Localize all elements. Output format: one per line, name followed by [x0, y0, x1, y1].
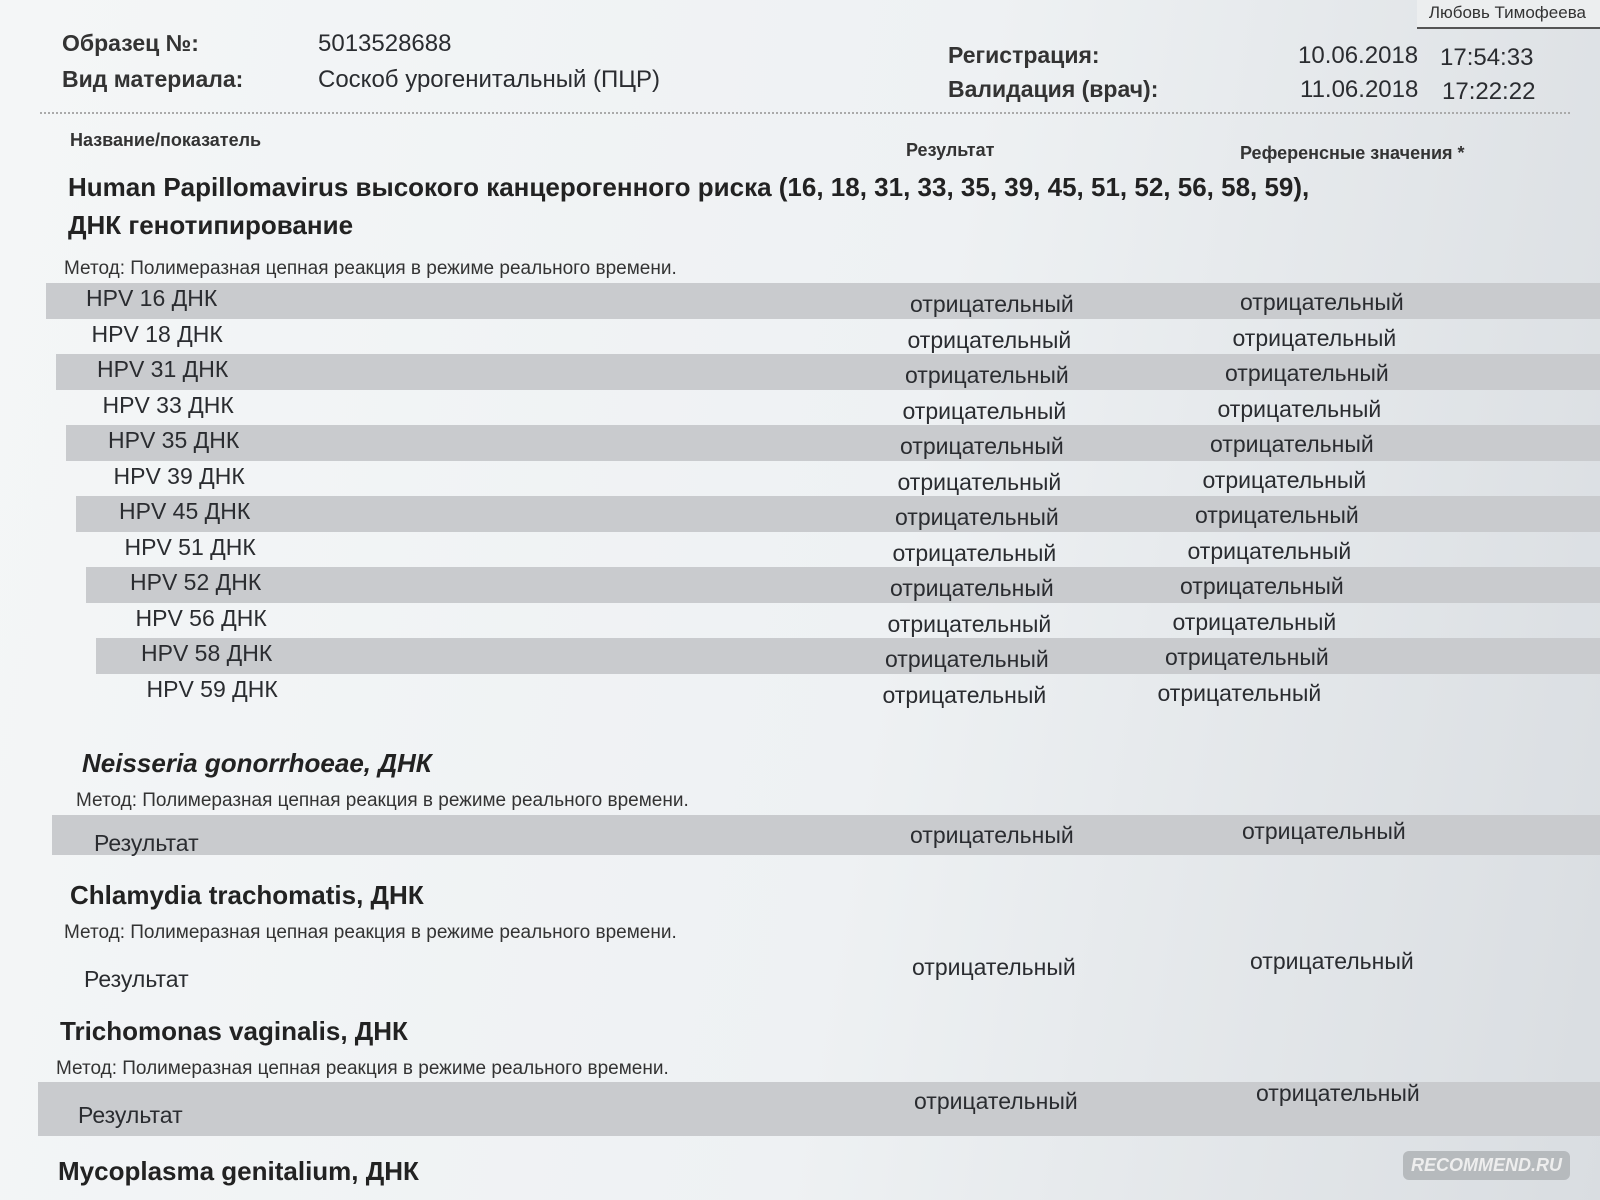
section-title-trichomonas: Trichomonas vaginalis, ДНК: [60, 1016, 408, 1046]
result-name-chlamydia: Результат: [84, 966, 189, 992]
hpv-row-name: HPV 35 ДНК: [108, 427, 240, 453]
material-label: Вид материала:: [62, 66, 244, 92]
hpv-row-result: отрицательный: [900, 433, 1064, 459]
hpv-row-result: отрицательный: [902, 397, 1067, 424]
hpv-row-name: HPV 51 ДНК: [124, 533, 256, 560]
method-trichomonas: Метод: Полимеразная цепная реакция в режиме реального времени.: [56, 1058, 669, 1079]
hpv-row-result: отрицательный: [895, 504, 1059, 530]
hpv-row-reference: отрицательный: [1172, 608, 1337, 635]
row-band: [86, 567, 1600, 603]
row-band: [76, 496, 1600, 532]
result-value-chlamydia: отрицательный: [912, 954, 1076, 980]
hpv-row-reference: отрицательный: [1157, 679, 1322, 706]
divider: [40, 112, 1570, 114]
hpv-row-reference: отрицательный: [1240, 289, 1404, 315]
hpv-row-result: отрицательный: [907, 326, 1072, 353]
hpv-row-name: HPV 45 ДНК: [119, 498, 251, 524]
validation-date: 11.06.2018: [1300, 76, 1419, 103]
hpv-row-result: отрицательный: [887, 610, 1052, 637]
hpv-row-result: отрицательный: [905, 362, 1069, 388]
reference-value-trichomonas: отрицательный: [1256, 1080, 1420, 1106]
hpv-row-reference: отрицательный: [1202, 466, 1367, 493]
row-band: [96, 638, 1600, 674]
method-chlamydia: Метод: Полимеразная цепная реакция в режиме реального времени.: [64, 922, 677, 943]
registration-label: Регистрация:: [948, 42, 1100, 68]
hpv-row-result: отрицательный: [910, 291, 1074, 317]
method-gonorrhoeae: Метод: Полимеразная цепная реакция в режиме реального времени.: [76, 790, 689, 811]
result-name-trichomonas: Результат: [78, 1102, 183, 1128]
method-hpv: Метод: Полимеразная цепная реакция в режиме реального времени.: [64, 258, 677, 279]
hpv-row-name: HPV 16 ДНК: [86, 285, 218, 311]
hpv-row-name: HPV 52 ДНК: [130, 569, 262, 595]
column-header-reference: Референсные значения *: [1240, 143, 1465, 163]
material-value: Соскоб урогенитальный (ПЦР): [318, 66, 661, 93]
section-title-chlamydia: Chlamydia trachomatis, ДНК: [70, 880, 424, 910]
hpv-row-name: HPV 18 ДНК: [91, 320, 223, 347]
sample-label: Образец №:: [62, 30, 199, 56]
hpv-row-reference: отрицательный: [1217, 395, 1382, 422]
reference-value-chlamydia: отрицательный: [1250, 948, 1414, 974]
column-header-name: Название/показатель: [70, 130, 262, 150]
section-subtitle-hpv: ДНК генотипирование: [68, 210, 354, 240]
validation-time: 17:22:22: [1442, 78, 1536, 105]
hpv-row-result: отрицательный: [885, 646, 1049, 672]
result-value-gonorrhoeae: отрицательный: [910, 822, 1074, 848]
hpv-row-name: HPV 56 ДНК: [135, 604, 267, 631]
hpv-row-reference: отрицательный: [1187, 537, 1352, 564]
registration-time: 17:54:33: [1440, 44, 1534, 71]
sample-value: 5013528688: [318, 30, 452, 57]
hpv-row-reference: отрицательный: [1225, 360, 1389, 386]
hpv-row-result: отрицательный: [882, 681, 1047, 708]
watermark-logo: RECOMMEND.RU: [1403, 1151, 1570, 1180]
section-title-gonorrhoeae: Neisseria gonorrhoeae, ДНК: [82, 748, 432, 778]
column-header-result: Результат: [906, 140, 995, 160]
section-title-hpv: Human Papillomavirus высокого канцерогенного риска (16, 18, 31, 33, 35, 39, 45, 51, 52, 56, 58, 59),: [68, 172, 1310, 202]
hpv-row-reference: отрицательный: [1232, 324, 1397, 351]
hpv-row-result: отрицательный: [892, 539, 1057, 566]
hpv-row-name: HPV 59 ДНК: [146, 675, 278, 702]
hpv-row-name: HPV 33 ДНК: [102, 391, 234, 418]
hpv-row-reference: отрицательный: [1180, 573, 1344, 599]
result-name-gonorrhoeae: Результат: [94, 830, 199, 856]
hpv-row-reference: отрицательный: [1210, 431, 1374, 457]
hpv-row-name: HPV 39 ДНК: [113, 462, 245, 489]
result-value-trichomonas: отрицательный: [914, 1088, 1078, 1114]
hpv-row-name: HPV 31 ДНК: [97, 356, 229, 382]
hpv-row-name: HPV 58 ДНК: [141, 640, 273, 666]
hpv-row-result: отрицательный: [890, 575, 1054, 601]
section-title-mycoplasma: Mycoplasma genitalium, ДНК: [58, 1156, 419, 1186]
hpv-row-reference: отрицательный: [1195, 502, 1359, 528]
hpv-row-result: отрицательный: [897, 468, 1062, 495]
user-name: Любовь Тимофеева: [1417, 0, 1600, 29]
reference-value-gonorrhoeae: отрицательный: [1242, 818, 1406, 844]
registration-date: 10.06.2018: [1298, 42, 1419, 69]
validation-label: Валидация (врач):: [948, 76, 1159, 102]
hpv-row-reference: отрицательный: [1165, 644, 1329, 670]
